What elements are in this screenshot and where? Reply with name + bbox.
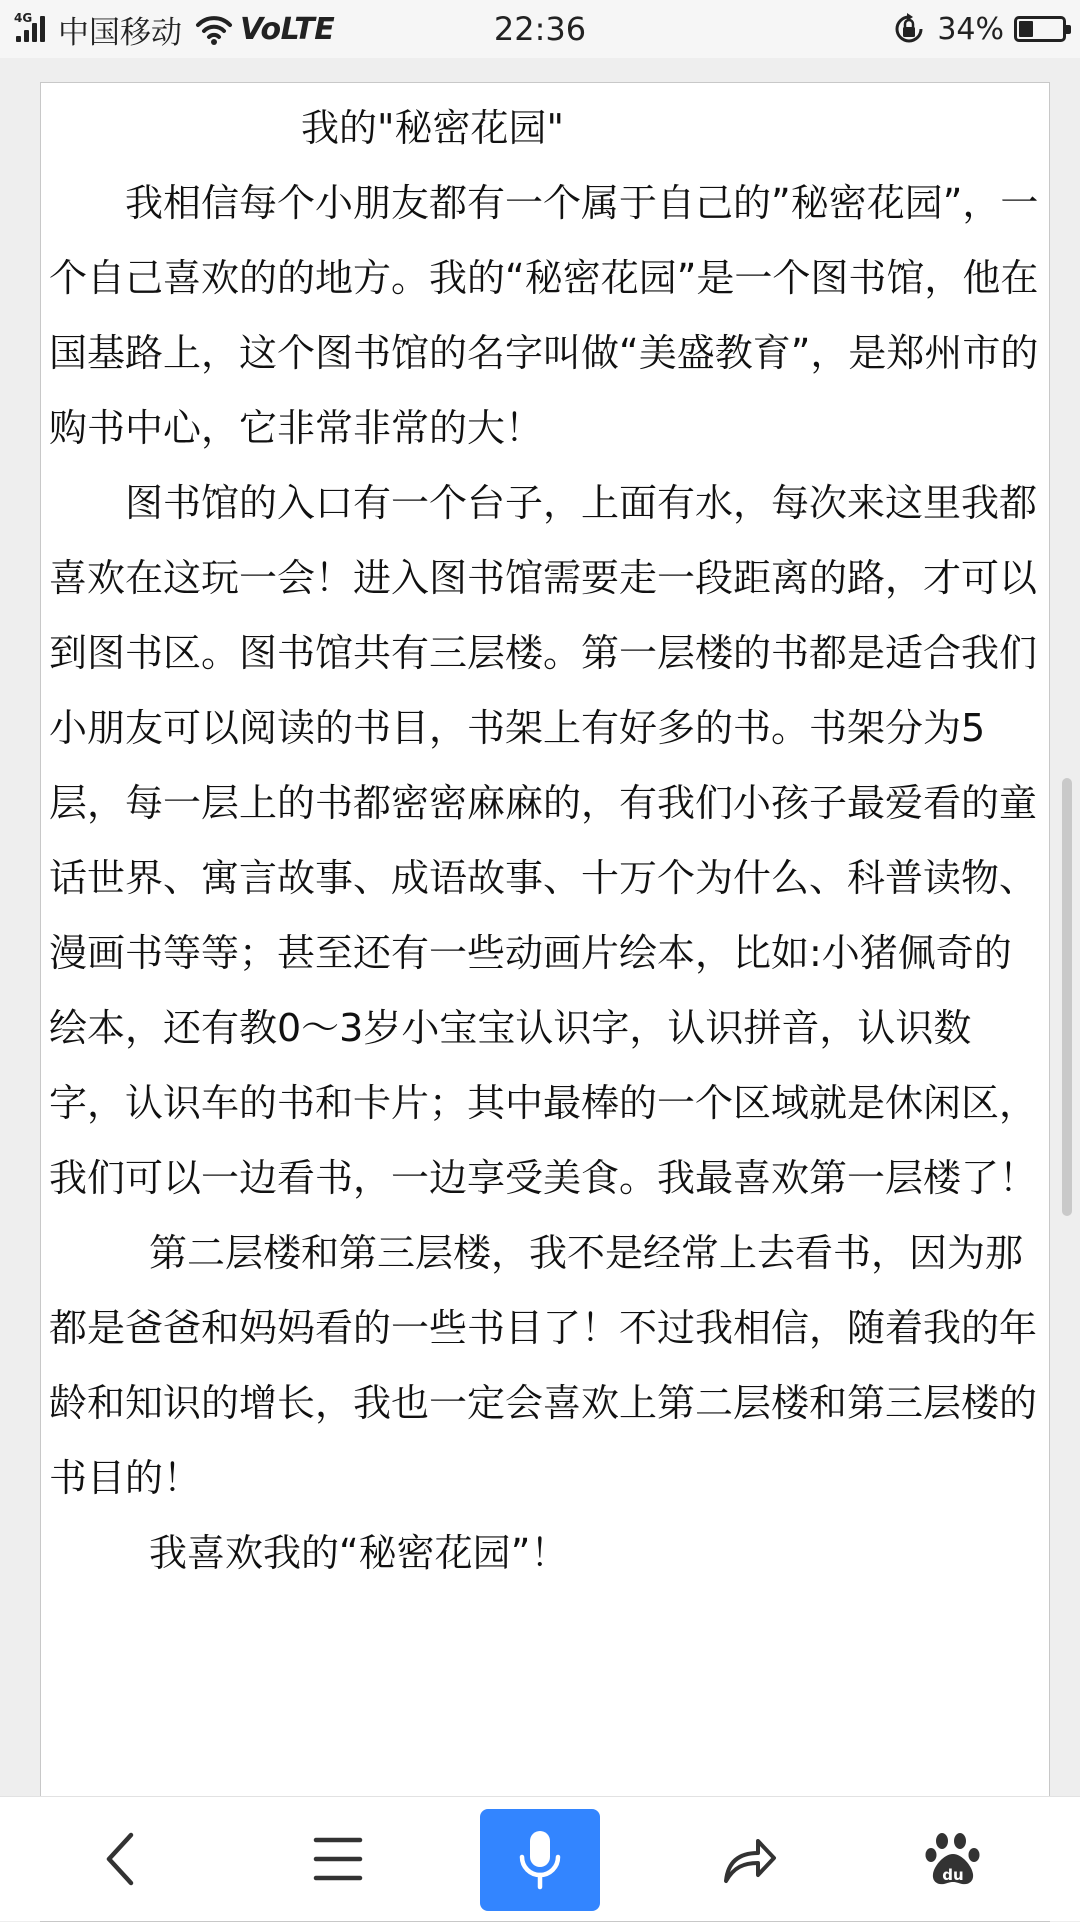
battery-percent: 34% [937, 11, 1004, 47]
document-viewer[interactable] [40, 82, 1050, 1922]
document-title: 我的"秘密花园" [301, 106, 564, 150]
bottom-toolbar [0, 1796, 1080, 1921]
status-time: 22:36 [493, 10, 587, 48]
share-arrow-icon [720, 1831, 780, 1887]
carrier-name: 中国移动 [58, 14, 182, 51]
volte-label: VoLTE [240, 11, 335, 47]
menu-icon [312, 1834, 364, 1884]
battery-icon [1014, 16, 1066, 42]
paragraph-2: 图书馆的入口有一个台子，上面有水，每次来这里我都喜欢在这玩一会！进入图书馆需要走一段距离的路，才可以到图书区。图书馆共有三层楼。第一层楼的书都是适合我们小朋友可以阅读的书目，书架上有好多的书。书架分为5层，每一层上的书都密密麻麻的，有我们小孩子最爱看的童话世界、寓言故事、成语故事、十万个为什么、科普读物、漫画书等等；甚至还有一些动画片绘本，比如:小猪佩奇的绘本，还有教0～3岁小宝宝认识字，认识拼音，认识数字，认识车的书和卡片；其中最棒的一个区域就是休闲区，我们可以一边看书，一边享受美食。我最喜欢第一层楼了！ [49, 481, 1038, 1200]
back-button[interactable] [61, 1807, 181, 1911]
voice-search-button[interactable] [480, 1809, 600, 1911]
paragraph-1: 我相信每个小朋友都有一个属于自己的”秘密花园”，一个自己喜欢的的地方。我的“秘密花园”是一个图书馆，他在国基路上，这个图书馆的名字叫做“美盛教育”，是郑州市的购书中心，它非常非常的大！ [49, 181, 1039, 450]
document-body [49, 91, 1041, 1591]
rotation-lock-icon [891, 11, 927, 47]
microphone-icon [515, 1827, 565, 1893]
scrollbar-thumb[interactable] [1062, 778, 1072, 1216]
chevron-left-icon [99, 1829, 143, 1889]
baidu-paw-icon [924, 1830, 982, 1888]
paragraph-3: 第二层楼和第三层楼，我不是经常上去看书，因为那都是爸爸和妈妈看的一些书目了！不过我相信，随着我的年龄和知识的增长，我也一定会喜欢上第二层楼和第三层楼的书目的！ [49, 1231, 1038, 1500]
menu-button[interactable] [278, 1807, 398, 1911]
status-right [891, 8, 1066, 50]
network-type: 4G [14, 11, 33, 25]
baidu-home-button[interactable] [893, 1807, 1013, 1911]
svg-text:du: du [942, 1866, 964, 1884]
battery-level-fill [1019, 21, 1033, 37]
paragraph-4: 我喜欢我的“秘密花园”！ [149, 1531, 569, 1575]
share-button[interactable] [690, 1807, 810, 1911]
status-bar [0, 0, 1080, 58]
